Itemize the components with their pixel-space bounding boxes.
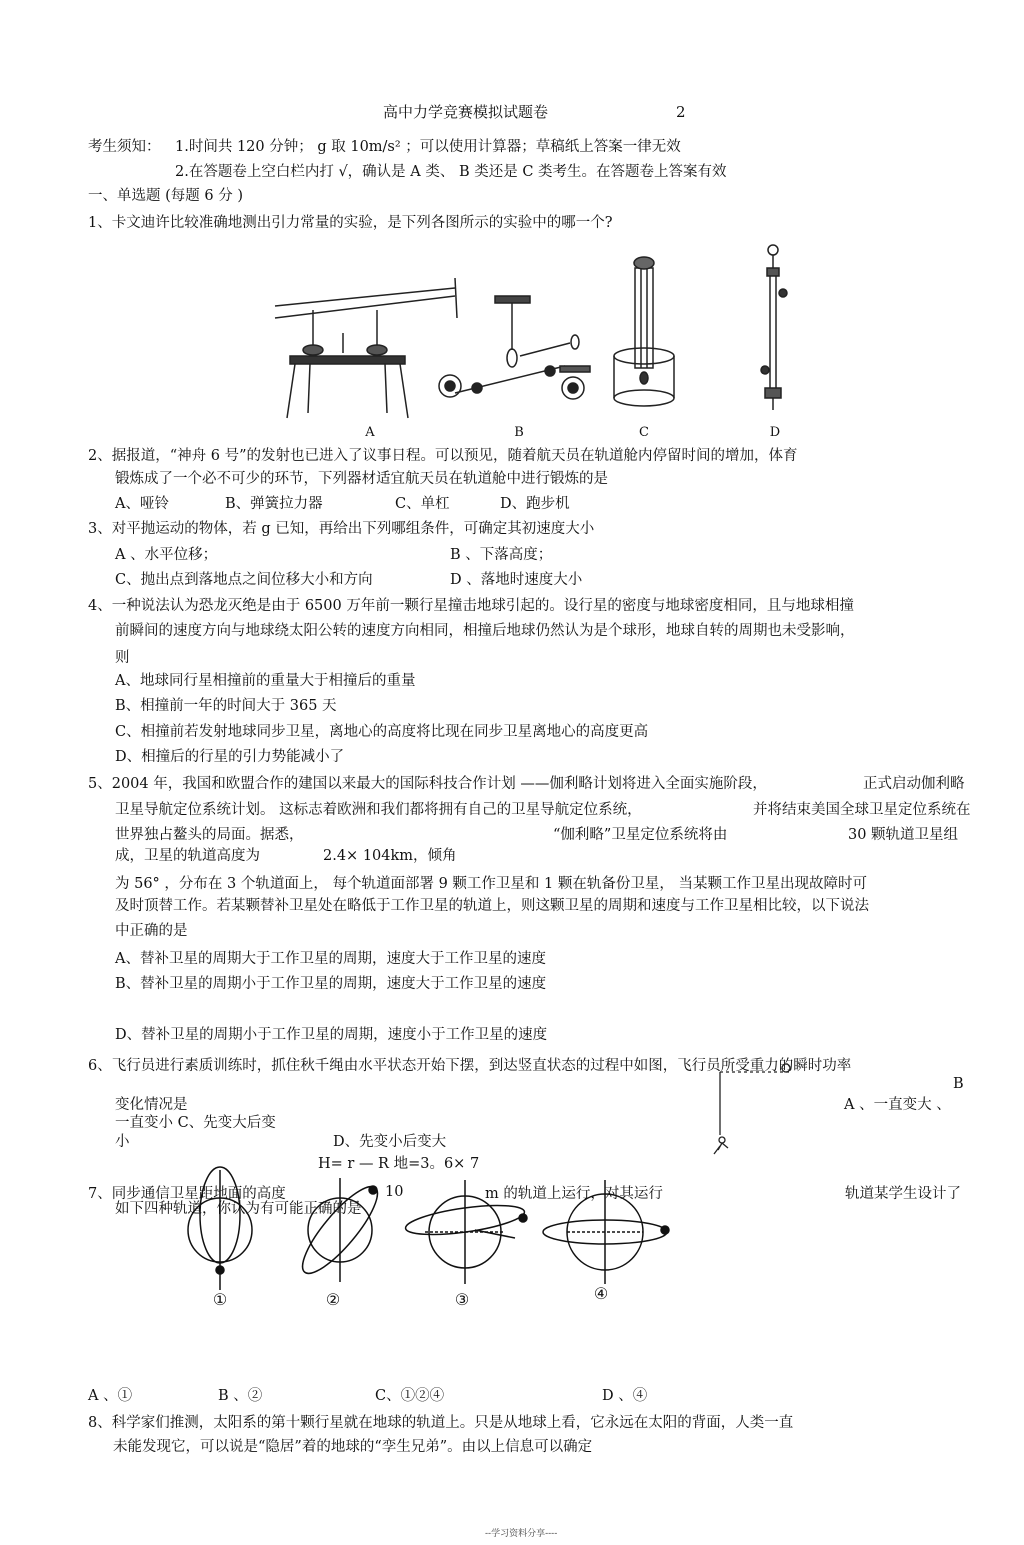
q7-text-3: 轨道某学生设计了 [845, 1186, 961, 1202]
figure-b-torsion-balance [439, 296, 590, 399]
q2-option-a: A、哑铃 [115, 496, 169, 512]
q4-line-3: 则 [115, 650, 130, 666]
q7-option-a: A 、① [88, 1388, 133, 1404]
orbit-figure-3 [404, 1180, 527, 1284]
q6-option-d: D、先变小后变大 [333, 1134, 447, 1150]
q4-option-c: C、相撞前若发射地球同步卫星，离地心的高度将比现在同步卫星离地心的高度更高 [115, 724, 649, 740]
q7-orbit-figures [175, 1160, 695, 1320]
q5-line-1a: 5、2004 年，我国和欧盟合作的建国以来最大的国际科技合作计划 ——伽利略计划将进入全面实施阶段， [88, 776, 767, 792]
q3-option-b: B 、下落高度； [450, 547, 553, 563]
q1-text: 1、卡文迪许比较准确地测出引力常量的实验，是下列各图所示的实验中的哪一个? [88, 215, 613, 231]
q1-figure-label-b: B [514, 425, 524, 440]
q2-option-c: C、单杠 [395, 496, 450, 512]
q8-line-1: 8、科学家们推测，太阳系的第十颗行星就在地球的轨道上。只是从地球上看，它永远在太阳的背面，人类一直 [88, 1415, 794, 1431]
orbit-figure-1 [188, 1167, 252, 1290]
notice-line-1: 1.时间共 120 分钟； g 取 10m/s² ；可以使用计算器；草稿纸上答案一律无效 [175, 139, 681, 155]
q4-line-2: 前瞬间的速度方向与地球绕太阳公转的速度方向相同，相撞后地球仍然认为是个球形，地球自转的周期也未受影响， [115, 623, 855, 639]
q2-line-1: 2、据报道，“神舟 6 号”的发射也已进入了议事日程。可以预见，随着航天员在轨道舱内停留时间的增加，体育 [88, 448, 798, 464]
q7-text-4: 如下四种轨道，你认为有可能正确的是 [115, 1201, 362, 1217]
q7-option-b: B 、② [218, 1388, 263, 1404]
q6-b-label: B [953, 1076, 964, 1092]
q7-figure-label-3: ③ [454, 1290, 470, 1309]
q3-option-d: D 、落地时速度大小 [450, 572, 583, 588]
q2-option-b: B、弹簧拉力器 [225, 496, 323, 512]
q5-line-7: 中正确的是 [115, 923, 188, 939]
q4-option-d: D、相撞后的行星的引力势能减小了 [115, 749, 345, 765]
q5-line-3c: 30 颗轨道卫星组 [848, 827, 959, 843]
q5-line-1b: 正式启动伽利略 [863, 776, 965, 792]
figure-c-cylinder-apparatus [614, 257, 674, 406]
q5-line-3b: “伽利略”卫星定位系统将由 [553, 827, 728, 843]
q7-exponent: 10 [385, 1184, 404, 1200]
q5-line-5: 为 56° ，分布在 3 个轨道面上， 每个轨道面部署 9 颗工作卫星和 1 颗在轨备份卫星， 当某颗工作卫星出现故障时可 [115, 876, 867, 892]
notice-label: 考生须知： [88, 139, 161, 155]
q1-figure-label-a: A [365, 425, 375, 440]
q6-line-1: 6、飞行员进行素质训练时，抓住秋千绳由水平状态开始下摆，到达竖直状态的过程中如图，飞行员所受重力的瞬时功率 [88, 1058, 852, 1074]
page-title-number: 2 [676, 103, 686, 121]
q7-figure-label-2: ② [325, 1290, 341, 1309]
q5-line-4a: 成，卫星的轨道高度为 [115, 848, 260, 864]
q8-line-2: 未能发现它，可以说是“隐居”着的地球的“孪生兄弟”。由以上信息可以确定 [113, 1439, 593, 1455]
q5-option-a: A、替补卫星的周期大于工作卫星的周期，速度大于工作卫星的速度 [115, 951, 546, 967]
q3-option-a: A 、水平位移； [115, 547, 218, 563]
q3-option-c: C、抛出点到落地点之间位移大小和方向 [115, 572, 373, 588]
page-title: 高中力学竞赛模拟试题卷 [383, 103, 549, 121]
section-heading: 一、单选题 (每题 6 分 ) [88, 188, 243, 204]
q5-line-4b: 2.4× 104km，倾角 [323, 848, 457, 864]
q4-line-1: 4、一种说法认为恐龙灭绝是由于 6500 万年前一颗行星撞击地球引起的。设行星的密度与地球密度相同，且与地球相撞 [88, 598, 854, 614]
q3-text: 3、对平抛运动的物体，若 g 已知，再给出下列哪组条件，可确定其初速度大小 [88, 521, 595, 537]
notice-line-2: 2.在答题卷上空白栏内打 √，确认是 A 类、 B 类还是 C 类考生。在答题卷上答案有效 [175, 164, 727, 180]
q4-option-a: A、地球同行星相撞前的重量大于相撞后的重量 [115, 673, 416, 689]
q6-line-4: 小 [115, 1134, 130, 1150]
q7-option-d: D 、④ [602, 1388, 648, 1404]
q1-figure-label-d: D [769, 425, 781, 440]
q6-line-3: 一直变小 C、先变大后变 [115, 1115, 276, 1131]
q2-option-d: D、跑步机 [500, 496, 570, 512]
q4-option-b: B、相撞前一年的时间大于 365 天 [115, 698, 337, 714]
q6-option-a: A 、一直变大 、 [844, 1097, 951, 1113]
q1-figures [265, 238, 825, 438]
q7-formula: H= r — R 地=3。6× 7 [318, 1156, 480, 1172]
q7-figure-label-4: ④ [593, 1284, 609, 1303]
page-footer: --学习资料分享---- [485, 1529, 558, 1539]
q5-line-2a: 卫星导航定位系统计划。 这标志着欧洲和我们都将拥有自己的卫星导航定位系统， [115, 802, 642, 818]
q7-option-c: C、①②④ [375, 1388, 445, 1404]
orbit-figure-2 [292, 1178, 387, 1283]
q5-line-3a: 世界独占鳌头的局面。据悉， [115, 827, 304, 843]
q5-line-2b: 并将结束美国全球卫星定位系统在 [753, 802, 971, 818]
q6-swing-figure [700, 1050, 800, 1160]
figure-d-vertical-device [761, 245, 787, 410]
q6-line-2: 变化情况是 [115, 1097, 188, 1113]
q5-line-6: 及时顶替工作。若某颗替补卫星处在略低于工作卫星的轨道上，则这颗卫星的周期和速度与工作卫星相比较，以下说法 [115, 898, 869, 914]
q7-text-1: 7、同步通信卫星距地面的高度 [88, 1186, 286, 1202]
orbit-figure-4 [543, 1180, 669, 1284]
q1-figure-label-c: C [639, 425, 649, 440]
figure-a-torsion-apparatus [275, 278, 457, 418]
q7-text-2: m 的轨道上运行，对其运行 [485, 1186, 663, 1202]
q2-line-2: 锻炼成了一个必不可少的环节，下列器材适宜航天员在轨道舱中进行锻炼的是 [115, 471, 608, 487]
q5-option-d: D、替补卫星的周期小于工作卫星的周期，速度小于工作卫星的速度 [115, 1027, 548, 1043]
q7-figure-label-1: ① [212, 1290, 228, 1309]
q5-option-b: B、替补卫星的周期小于工作卫星的周期，速度大于工作卫星的速度 [115, 976, 547, 992]
